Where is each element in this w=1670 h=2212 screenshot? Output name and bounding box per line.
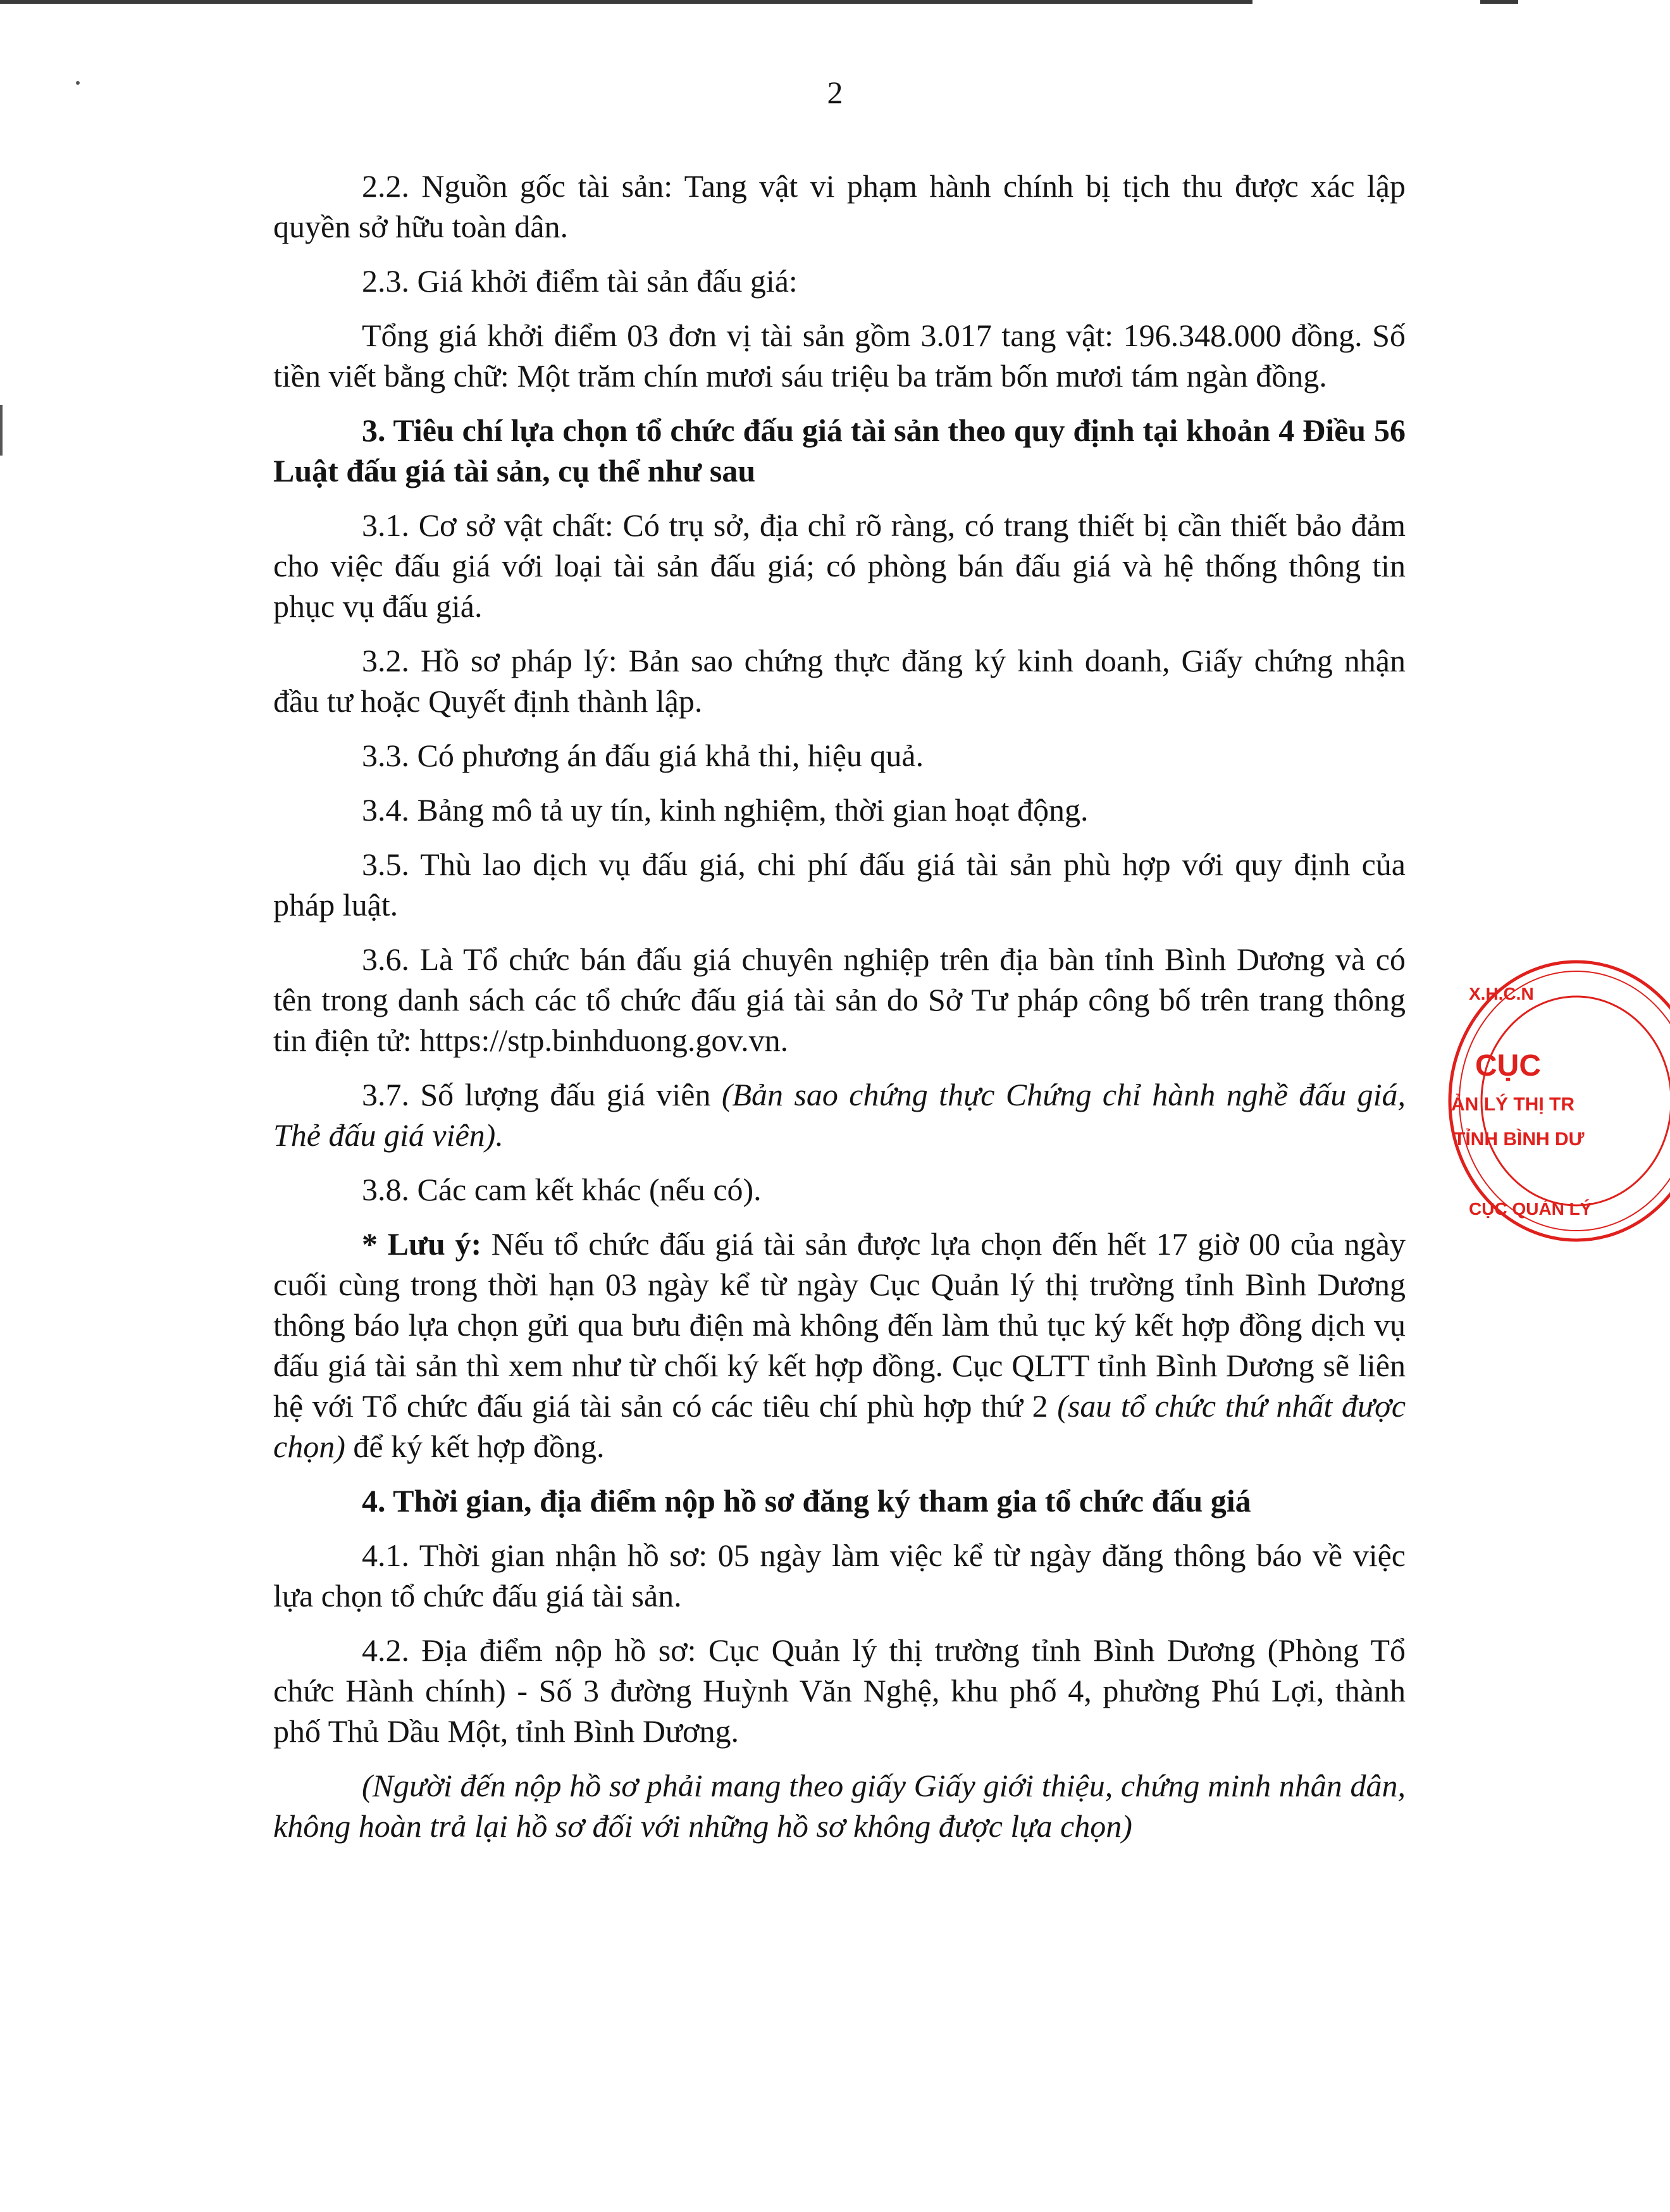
- scan-mark-left: [0, 405, 3, 456]
- paragraph-2-3: 2.3. Giá khởi điểm tài sản đấu giá:: [362, 263, 798, 299]
- paragraph-2-3-total: Tổng giá khởi điểm 03 đơn vị tài sản gồm 3.017 tang vật: 196.348.000 đồng. Số tiền viết bằng chữ: Một trăm chín mươi sáu triệu ba trăm bốn mươi tám ngàn đồng.: [273, 318, 1406, 394]
- heading-section-4: 4. Thời gian, địa điểm nộp hồ sơ đăng ký tham gia tổ chức đấu giá: [362, 1483, 1251, 1519]
- paragraph-3-4: 3.4. Bảng mô tả uy tín, kinh nghiệm, thời gian hoạt động.: [362, 792, 1089, 828]
- note-italic: (sau tổ chức thứ nhất được chọn): [273, 1388, 1406, 1464]
- document-body: [273, 166, 1406, 1860]
- seal-ring-top-text: X.H.C.N: [1469, 984, 1534, 1003]
- seal-ring-bottom-text: CỤC QUẢN LÝ: [1469, 1199, 1592, 1219]
- note-label: * Lưu ý:: [362, 1226, 482, 1262]
- paragraph-3-3: 3.3. Có phương án đấu giá khả thi, hiệu quả.: [362, 738, 924, 773]
- scan-border-top: [0, 0, 1252, 4]
- note-text-2: để ký kết hợp đồng.: [345, 1429, 605, 1464]
- note-text-1: Nếu tổ chức đấu giá tài sản được lựa chọn đến hết 17 giờ 00 của ngày cuối cùng trong thời hạn 03 ngày kể từ ngày Cục Quản lý thị trường tỉnh Bình Dương thông báo lựa chọn gửi qua bưu điện mà không đến làm thủ tục ký kết hợp đồng dịch vụ đấu giá tài sản thì xem như từ chối ký kết hợp đồng. Cục QLTT tỉnh Bình Dương sẽ liên hệ với Tổ chức đấu giá tài sản có các tiêu chí phù hợp thứ 2: [273, 1226, 1406, 1424]
- paragraph-4-1: 4.1. Thời gian nhận hồ sơ: 05 ngày làm việc kể từ ngày đăng thông báo về việc lựa chọn tổ chức đấu giá tài sản.: [273, 1538, 1406, 1613]
- paragraph-3-6: 3.6. Là Tổ chức bán đấu giá chuyên nghiệp trên địa bàn tỉnh Bình Dương và có tên trong danh sách các tổ chức đấu giá tài sản do Sở Tư pháp công bố trên trang thông tin điện tử: https://stp.binhduong.gov.vn.: [273, 941, 1406, 1058]
- paragraph-2-2: 2.2. Nguồn gốc tài sản: Tang vật vi phạm hành chính bị tịch thu được xác lập quyền sở hữu toàn dân.: [273, 168, 1406, 244]
- page-number: 2: [827, 75, 843, 110]
- paragraph-4-2: 4.2. Địa điểm nộp hồ sơ: Cục Quản lý thị trường tỉnh Bình Dương (Phòng Tổ chức Hành chính) - Số 3 đường Huỳnh Văn Nghệ, khu phố 4, phường Phú Lợi, thành phố Thủ Dầu Một, tỉnh Bình Dương.: [273, 1632, 1406, 1749]
- paragraph-final-note: (Người đến nộp hồ sơ phải mang theo giấy Giấy giới thiệu, chứng minh nhân dân, không hoàn trả lại hồ sơ đối với những hồ sơ không được lựa chọn): [273, 1768, 1406, 1844]
- official-seal-stamp: [1431, 955, 1621, 1246]
- paragraph-3-2: 3.2. Hồ sơ pháp lý: Bản sao chứng thực đăng ký kinh doanh, Giấy chứng nhận đầu tư hoặc Quyết định thành lập.: [273, 643, 1406, 719]
- paragraph-3-7-italic: (Bản sao chứng thực Chứng chỉ hành nghề đấu giá, Thẻ đấu giá viên).: [273, 1077, 1406, 1153]
- scan-border-top-right: [1480, 0, 1518, 4]
- seal-center-line-3: TỈNH BÌNH DƯ: [1454, 1129, 1585, 1150]
- paragraph-3-7: [273, 1074, 1406, 1155]
- paragraph-3-7-lead: 3.7. Số lượng đấu giá viên: [362, 1077, 722, 1112]
- paragraph-3-1: 3.1. Cơ sở vật chất: Có trụ sở, địa chỉ rõ ràng, có trang thiết bị cần thiết bảo đảm cho việc đấu giá với loại tài sản đấu giá; có phòng bán đấu giá và hệ thống thông tin phục vụ đấu giá.: [273, 507, 1406, 624]
- seal-center-line-2: ẢN LÝ THỊ TR: [1451, 1094, 1574, 1115]
- note-paragraph: [273, 1224, 1406, 1467]
- paragraph-3-8: 3.8. Các cam kết khác (nếu có).: [362, 1172, 762, 1207]
- seal-center-line-1: CỤC: [1475, 1049, 1541, 1083]
- paragraph-3-5: 3.5. Thù lao dịch vụ đấu giá, chi phí đấu giá tài sản phù hợp với quy định của pháp luật.: [273, 847, 1406, 923]
- heading-section-3: 3. Tiêu chí lựa chọn tổ chức đấu giá tài sản theo quy định tại khoản 4 Điều 56 Luật đấu giá tài sản, cụ thể như sau: [273, 413, 1406, 488]
